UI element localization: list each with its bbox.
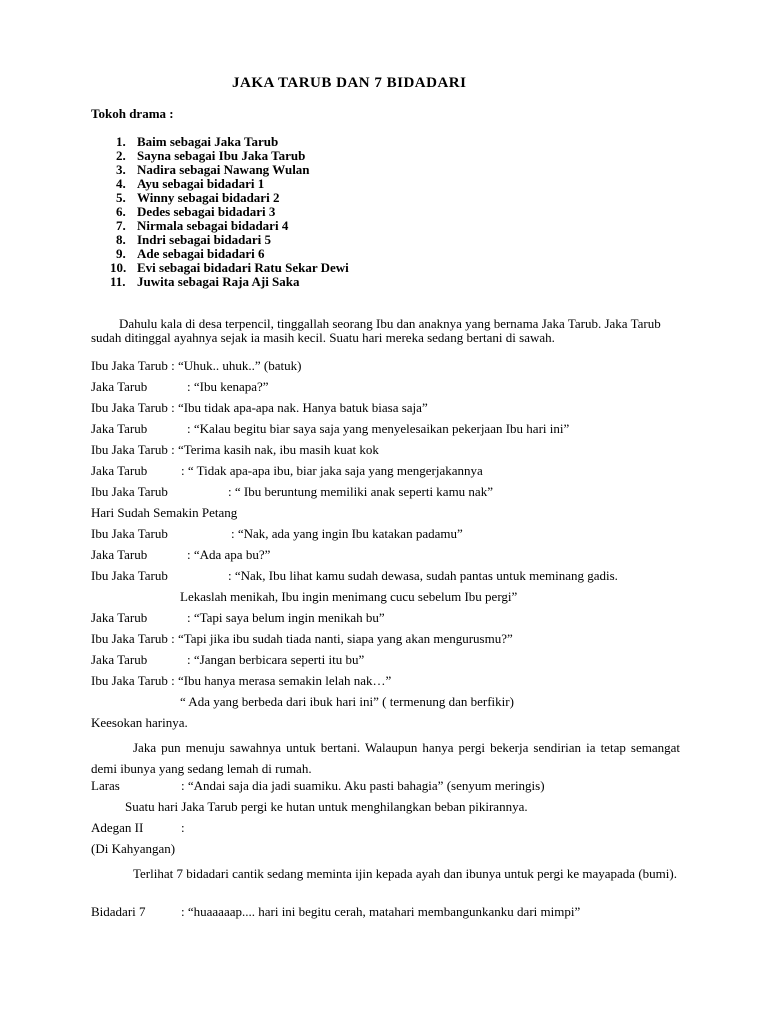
dialogue-line: Ibu Jaka Tarub : “Uhuk.. uhuk..” (batuk) [91,358,302,373]
stage-note: Keesokan harinya. [91,715,188,730]
dialogue-speaker: Ibu Jaka Tarub [91,526,168,541]
dialogue-line: : “Andai saja dia jadi suamiku. Aku pasti bahagia” (senyum meringis) [181,778,545,793]
cast-item: Dedes sebagai bidadari 3 [137,204,276,219]
dialogue-speaker: Jaka Tarub [91,421,148,436]
scene-colon: : [181,820,185,835]
dialogue-line: Ibu Jaka Tarub : “Tapi jika ibu sudah tiada nanti, siapa yang akan mengurusmu?” [91,631,513,646]
dialogue-line: Ibu Jaka Tarub : “Ibu tidak apa-apa nak. Hanya batuk biasa saja” [91,400,428,415]
dialogue-line: : “Nak, ada yang ingin Ibu katakan padamu” [231,526,463,541]
document-title: JAKA TARUB DAN 7 BIDADARI [232,75,467,91]
cast-item: Ade sebagai bidadari 6 [137,246,265,261]
cast-item: Juwita sebagai Raja Aji Saka [137,274,300,289]
paragraph: Jaka pun menuju sawahnya untuk bertani. Walaupun hanya pergi bekerja sendirian ia tetap semangat demi ibunya yang sedang lemah di rumah. [91,740,680,776]
dialogue-line: Ibu Jaka Tarub : “Ibu hanya merasa semakin lelah nak…” [91,673,392,688]
cast-number: 3. [116,162,126,177]
cast-number: 4. [116,176,126,191]
cast-item: Sayna sebagai Ibu Jaka Tarub [137,148,306,163]
dialogue-line: : “Ada apa bu?” [187,547,271,562]
dialogue-speaker: Laras [91,778,120,793]
dialogue-line: : “Ibu kenapa?” [187,379,269,394]
dialogue-speaker: Jaka Tarub [91,547,148,562]
scene-label: Adegan II [91,820,144,835]
dialogue-line: : “Nak, Ibu lihat kamu sudah dewasa, sudah pantas untuk meminang gadis. [228,568,618,583]
dialogue-speaker: Ibu Jaka Tarub [91,568,168,583]
cast-item: Ayu sebagai bidadari 1 [137,176,265,191]
intro-paragraph: Dahulu kala di desa terpencil, tinggallah seorang Ibu dan anaknya yang bernama Jaka Tarub. Jaka Tarub sudah ditinggal ayahnya sejak ia masih kecil. Suatu hari mereka sedang bertani di sawah. [91,316,661,345]
dialogue-line: : “Jangan berbicara seperti itu bu” [187,652,365,667]
stage-note: Hari Sudah Semakin Petang [91,505,238,520]
cast-number: 6. [116,204,126,219]
dialogue-speaker: Jaka Tarub [91,652,148,667]
cast-item: Nadira sebagai Nawang Wulan [137,162,310,177]
dialogue-speaker: Ibu Jaka Tarub [91,484,168,499]
dialogue-speaker: Jaka Tarub [91,379,148,394]
dialogue-line: Lekaslah menikah, Ibu ingin menimang cucu sebelum Ibu pergi” [180,589,518,604]
dialogue-line: : “huaaaaap.... hari ini begitu cerah, matahari membangunkanku dari mimpi” [181,904,581,919]
cast-item: Evi sebagai bidadari Ratu Sekar Dewi [137,260,349,275]
cast-number: 11. [110,274,126,289]
dialogue-speaker: Bidadari 7 [91,904,146,919]
dialogue-line: : “ Tidak apa-apa ibu, biar jaka saja yang mengerjakannya [181,463,483,478]
cast-number: 2. [116,148,126,163]
cast-number: 10. [110,260,127,275]
cast-number: 1. [116,134,126,149]
cast-number: 5. [116,190,126,205]
cast-heading: Tokoh drama : [91,106,174,121]
paragraph: Terlihat 7 bidadari cantik sedang meminta ijin kepada ayah dan ibunya untuk pergi ke mayapada (bumi). [133,866,677,881]
cast-item: Indri sebagai bidadari 5 [137,232,272,247]
cast-number: 7. [116,218,126,233]
scene-setting: (Di Kahyangan) [91,841,176,856]
cast-number: 8. [116,232,126,247]
paragraph: Suatu hari Jaka Tarub pergi ke hutan untuk menghilangkan beban pikirannya. [125,799,528,814]
cast-item: Nirmala sebagai bidadari 4 [137,218,289,233]
dialogue-line: : “Kalau begitu biar saya saja yang menyelesaikan pekerjaan Ibu hari ini” [187,421,570,436]
dialogue-line: Ibu Jaka Tarub : “Terima kasih nak, ibu masih kuat kok [91,442,379,457]
dialogue-line: “ Ada yang berbeda dari ibuk hari ini” ( termenung dan berfikir) [180,694,514,709]
dialogue-line: : “Tapi saya belum ingin menikah bu” [187,610,385,625]
cast-number: 9. [116,246,126,261]
dialogue-speaker: Jaka Tarub [91,610,148,625]
dialogue-line: : “ Ibu beruntung memiliki anak seperti kamu nak” [228,484,493,499]
cast-item: Winny sebagai bidadari 2 [137,190,280,205]
dialogue-speaker: Jaka Tarub [91,463,148,478]
cast-item: Baim sebagai Jaka Tarub [137,134,279,149]
